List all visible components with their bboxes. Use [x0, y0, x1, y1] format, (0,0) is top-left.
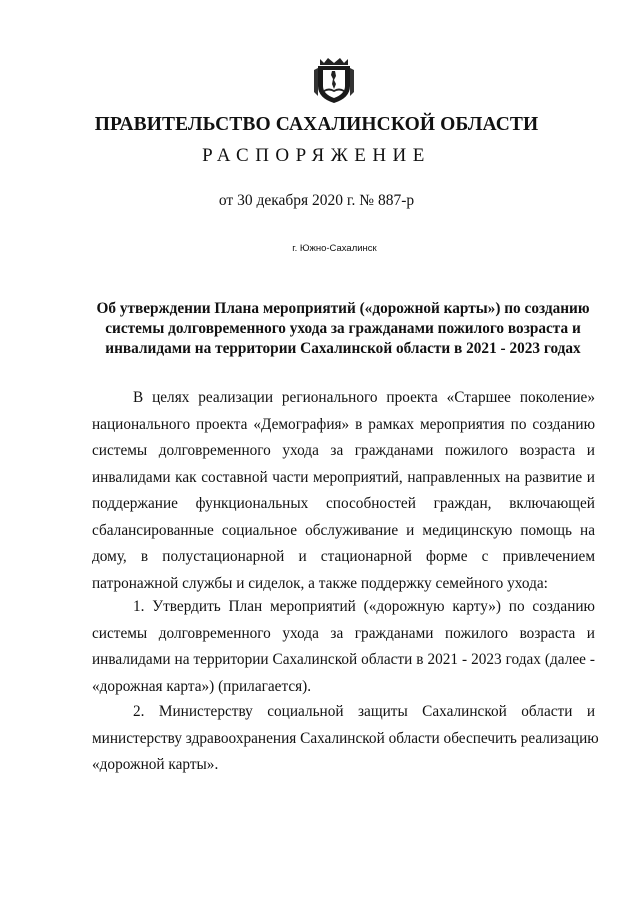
paragraph-line: «дорожная карта») (прилагается). [92, 677, 312, 695]
coat-of-arms-icon [312, 56, 356, 104]
document-type: РАСПОРЯЖЕНИЕ [202, 145, 431, 166]
document-subject [93, 299, 593, 359]
preamble-paragraph [92, 385, 595, 597]
paragraph-line: патронажной службы и сиделок, а также поддержку семейного ухода: [92, 574, 548, 592]
document-city: г. Южно-Сахалинск [292, 243, 377, 254]
item-2-paragraph [92, 699, 599, 779]
government-name: ПРАВИТЕЛЬСТВО САХАЛИНСКОЙ ОБЛАСТИ [94, 114, 539, 135]
paragraph-line: сбалансированные социальное обслуживание и медицинскую помощь на [92, 521, 595, 539]
subject-line: системы долговременного ухода за гражданами пожилого возраста и [105, 320, 581, 337]
paragraph-line: национального проекта «Демография» в рамках мероприятия по созданию [92, 415, 595, 433]
paragraph-line: системы долговременного ухода за гражданами пожилого возраста и [92, 624, 595, 642]
paragraph-line: В целях реализации регионального проекта «Старшее поколение» [133, 389, 595, 406]
paragraph-line: министерству здравоохранения Сахалинской области обеспечить реализацию [92, 729, 599, 747]
paragraph-line: инвалидами как составной части мероприятий, направленных на развитие и [92, 468, 595, 486]
paragraph-line: «дорожной карты». [92, 756, 219, 773]
subject-line: инвалидами на территории Сахалинской области в 2021 - 2023 годах [105, 340, 581, 357]
paragraph-line: 1. Утвердить План мероприятий («дорожную карту») по созданию [133, 598, 595, 615]
paragraph-line: системы долговременного ухода за гражданами пожилого возраста и [92, 442, 595, 459]
paragraph-line: 2. Министерству социальной защиты Сахалинской области и [133, 703, 595, 720]
paragraph-line: инвалидами на территории Сахалинской области в 2021 - 2023 годах (далее - [92, 651, 595, 668]
paragraph-line: поддержание функциональных способностей граждан, включающей [92, 495, 595, 512]
paragraph-line: дому, в полустационарной и стационарной форме с привлечением [92, 548, 595, 565]
item-1-paragraph [92, 594, 595, 700]
document-date-number: от 30 декабря 2020 г. № 887-р [218, 192, 415, 209]
subject-line: Об утверждении Плана мероприятий («дорожной карты») по созданию [96, 300, 590, 317]
